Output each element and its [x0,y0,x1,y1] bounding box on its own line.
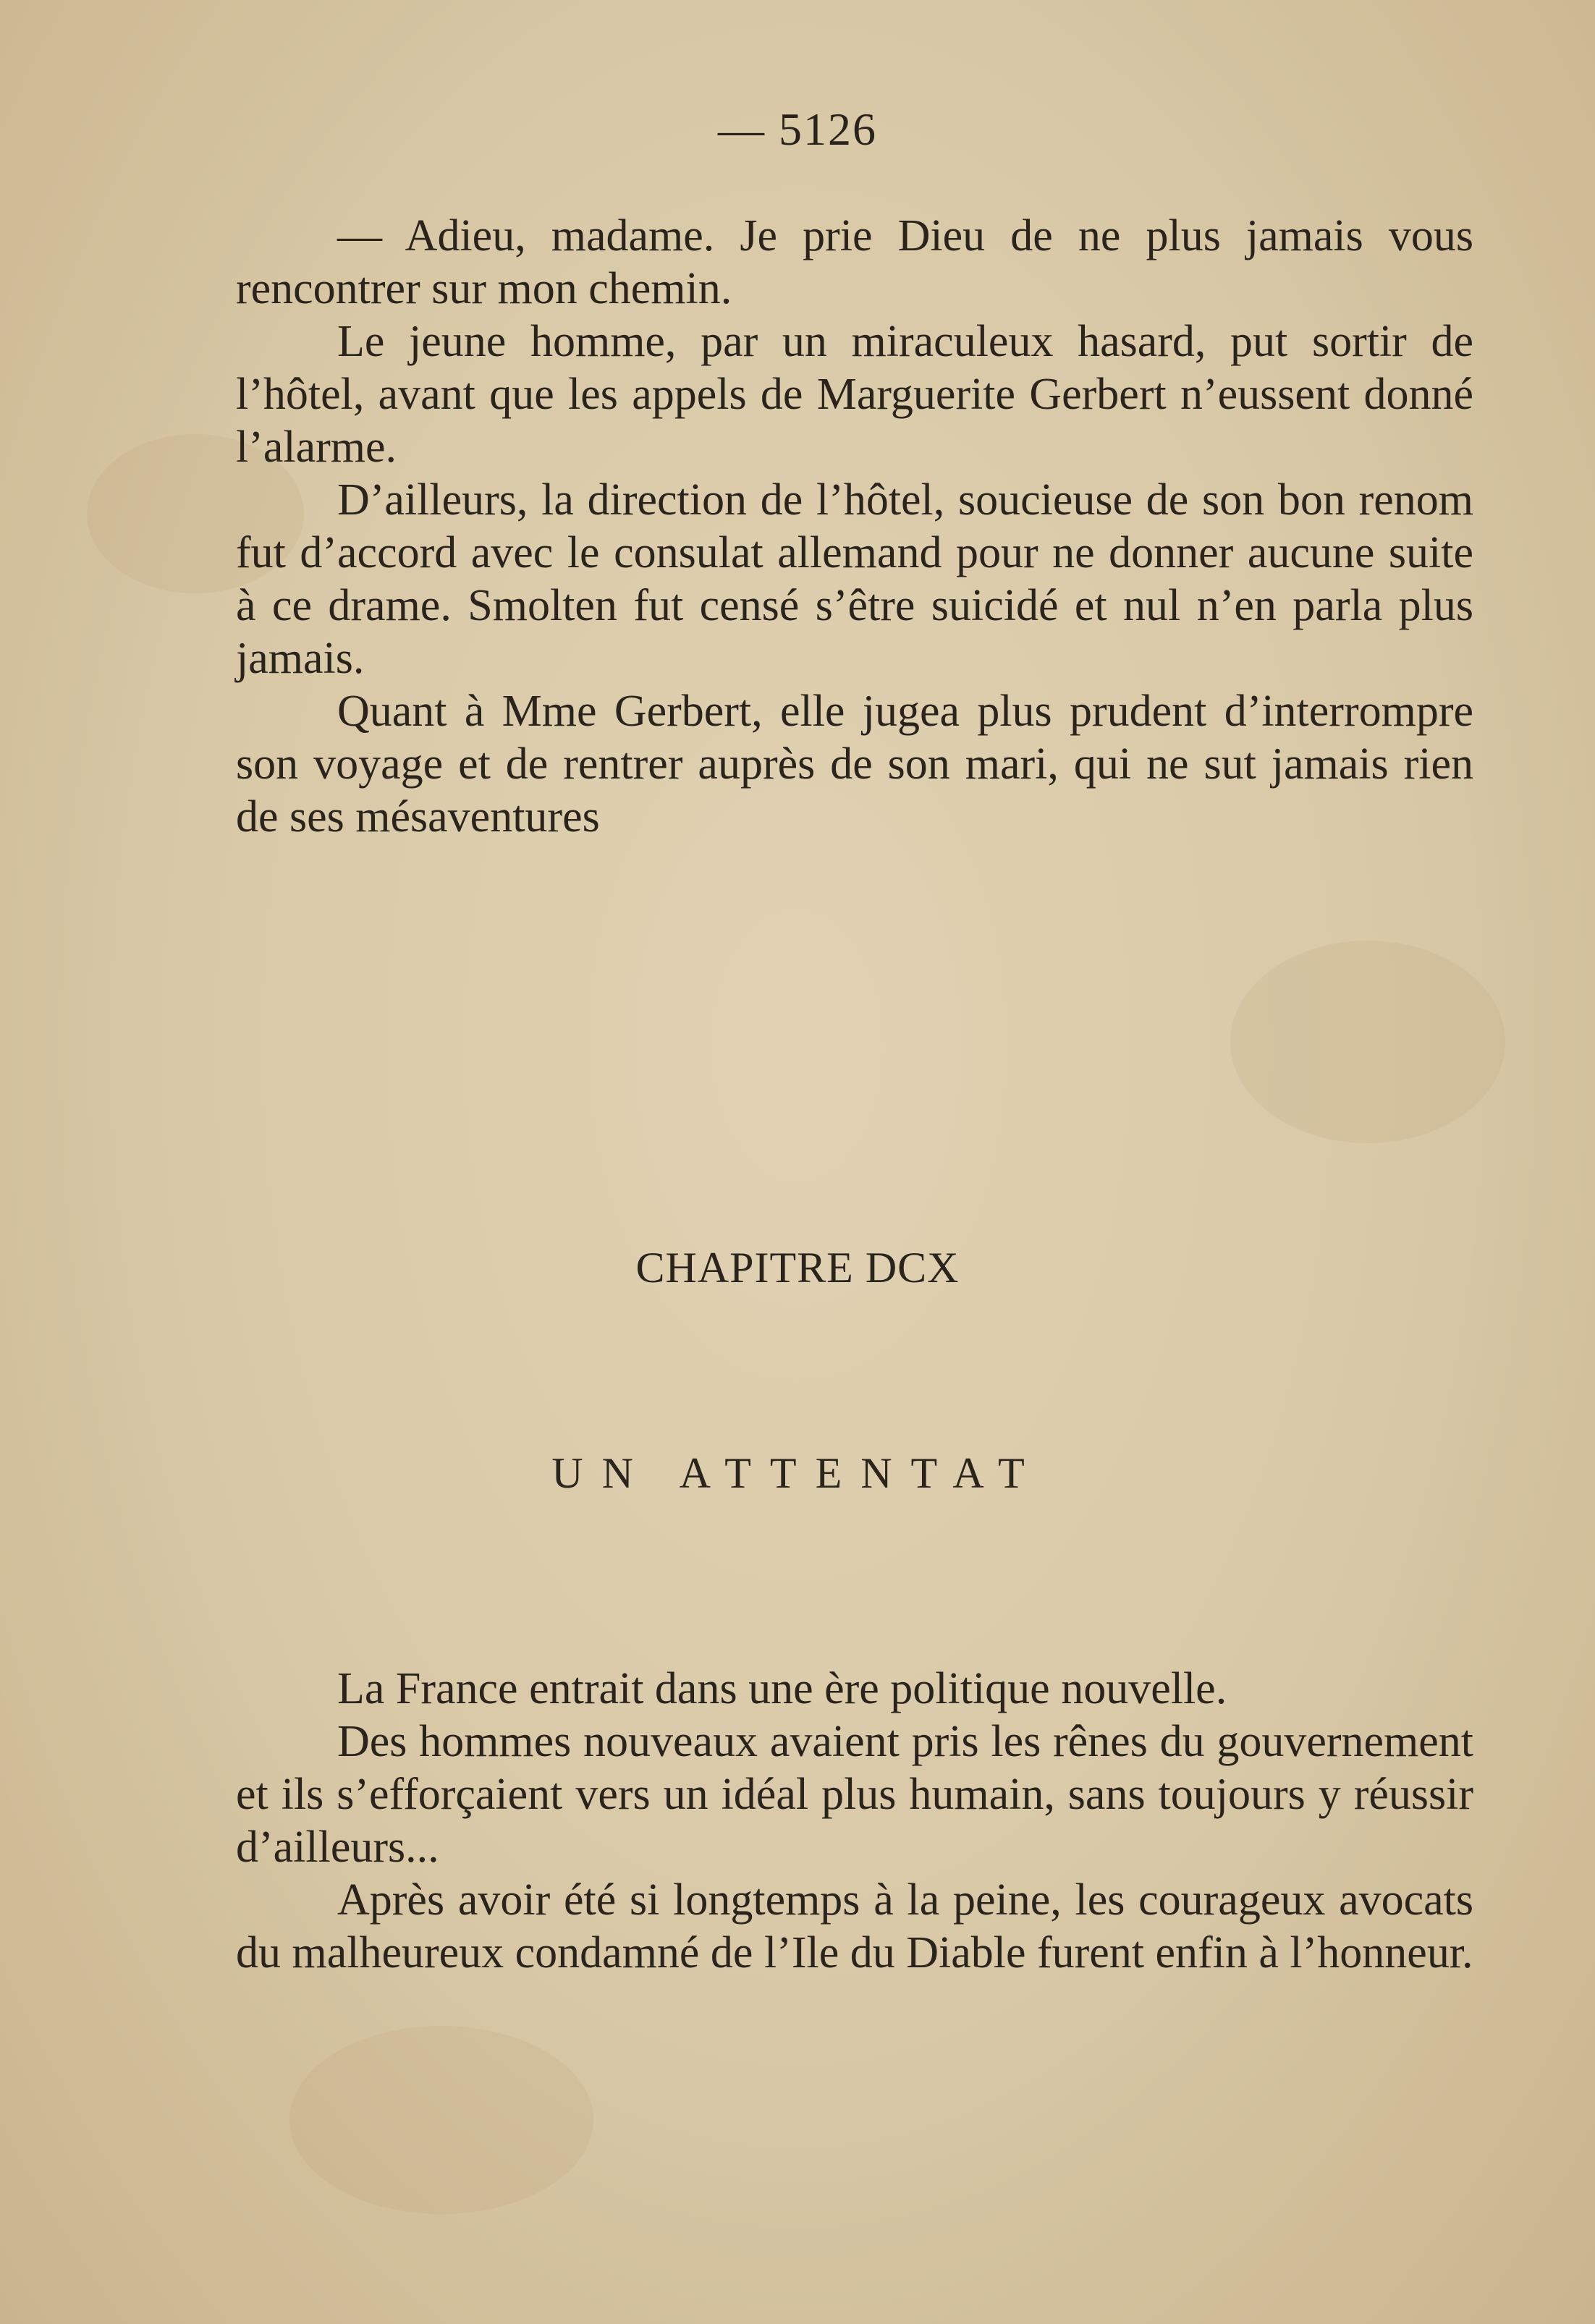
chapter-number: CHAPITRE DCX [635,1244,960,1292]
paragraph: Des hommes nouveaux avaient pris les rênes du gouvernement et ils s’efforçaient vers un idéal plus humain, sans toujours y réussir d’ailleurs... [236,1717,1473,1872]
paragraph: Quant à Mme Gerbert, elle jugea plus prudent d’interrompre son voyage et de rentrer auprès de son mari, qui ne sut jamais rien de ses mésaventures [236,687,1473,841]
paragraph: Après avoir été si longtemps à la peine, les courageux avocats du malheureux condamné de l’Ile du Diable furent enfin à l’honneur. [236,1875,1473,1977]
chapter-title: UN ATTENTAT [551,1449,1044,1497]
paragraph: La France entrait dans une ère politique nouvelle. [337,1664,1227,1713]
paper-stain [289,2026,593,2214]
text-section-two [236,1663,1473,1980]
text-section-one [236,210,1473,844]
paragraph: Le jeune homme, par un miraculeux hasard, put sortir de l’hôtel, avant que les appels de Marguerite Gerbert n’eussent donné l’alarme. [236,317,1473,472]
paragraph: — Adieu, madame. Je prie Dieu de ne plus jamais vous rencontrer sur mon chemin. [236,211,1473,313]
page-number: — 5126 [718,103,877,155]
paper-stain [1230,941,1505,1143]
paragraph: D’ailleurs, la direction de l’hôtel, soucieuse de son bon renom fut d’accord avec le consulat allemand pour ne donner aucune suite à ce drame. Smolten fut censé s’être suicidé et nul n’en parla plus jamais. [236,475,1473,683]
